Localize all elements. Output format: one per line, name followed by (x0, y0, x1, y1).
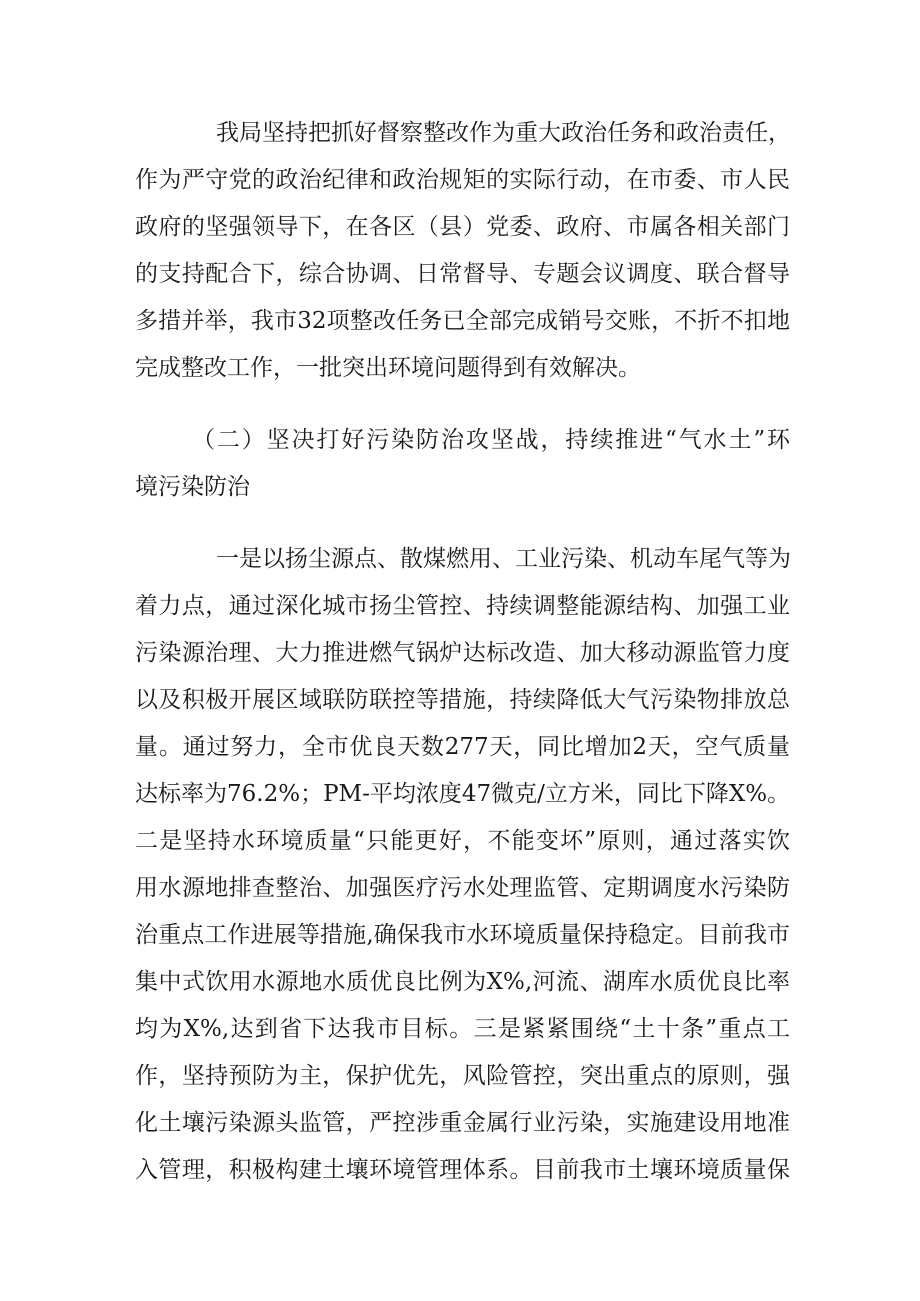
paragraph-2-line-11: 均为X%,达到省下达我市目标。三是紧紧围绕“土十条”重点工 (135, 1016, 790, 1042)
paragraph-2-line-2: 着力点，通过深化城市扬尘管控、持续调整能源结构、加强工业 (135, 593, 790, 619)
section-heading-line-2: 境污染防治 (135, 474, 250, 500)
paragraph-2-line-13: 化土壤污染源头监管，严控涉重金属行业污染，实施建设用地准 (135, 1110, 790, 1136)
paragraph-2-line-8: 用水源地排查整治、加强医疗污水处理监管、定期调度水污染防 (135, 875, 790, 901)
paragraph-1-line-1: 我局坚持把抓好督察整改作为重大政治任务和政治责任， (216, 120, 791, 146)
section-heading-line-1: （二）坚决打好污染防治攻坚战，持续推进“气水土”环 (192, 427, 790, 453)
paragraph-2-line-5: 量。通过努力，全市优良天数277天，同比增加2天，空气质量 (135, 734, 790, 760)
paragraph-2-line-1: 一是以扬尘源点、散煤燃用、工业污染、机动车尾气等为 (216, 546, 791, 572)
paragraph-2-line-3: 污染源治理、大力推进燃气锅炉达标改造、加大移动源监管力度 (135, 640, 790, 666)
paragraph-1-line-5: 多措并举，我市32项整改任务已全部完成销号交账，不折不扣地 (135, 308, 790, 334)
paragraph-2-line-14: 入管理，积极构建土壤环境管理体系。目前我市土壤环境质量保 (135, 1157, 790, 1183)
paragraph-1-line-2: 作为严守党的政治纪律和政治规矩的实际行动，在市委、市人民 (135, 167, 790, 193)
paragraph-2-line-9: 治重点工作进展等措施,确保我市水环境质量保持稳定。目前我市 (135, 922, 790, 948)
paragraph-2-line-12: 作，坚持预防为主，保护优先，风险管控，突出重点的原则，强 (135, 1063, 790, 1089)
paragraph-2-line-7: 二是坚持水环境质量“只能更好，不能变坏”原则，通过落实饮 (135, 828, 790, 854)
paragraph-2-line-4: 以及积极开展区域联防联控等措施，持续降低大气污染物排放总 (135, 687, 790, 713)
paragraph-1-line-3: 政府的坚强领导下，在各区（县）党委、政府、市属各相关部门 (135, 214, 790, 240)
paragraph-1-line-4: 的支持配合下，综合协调、日常督导、专题会议调度、联合督导 (135, 261, 790, 287)
paragraph-1-line-6: 完成整改工作，一批突出环境问题得到有效解决。 (135, 355, 641, 381)
paragraph-2-line-10: 集中式饮用水源地水质优良比例为X%,河流、湖库水质优良比率 (135, 969, 790, 995)
paragraph-2-line-6: 达标率为76.2%；PM-平均浓度47微克/立方米，同比下降X%。 (135, 781, 791, 807)
